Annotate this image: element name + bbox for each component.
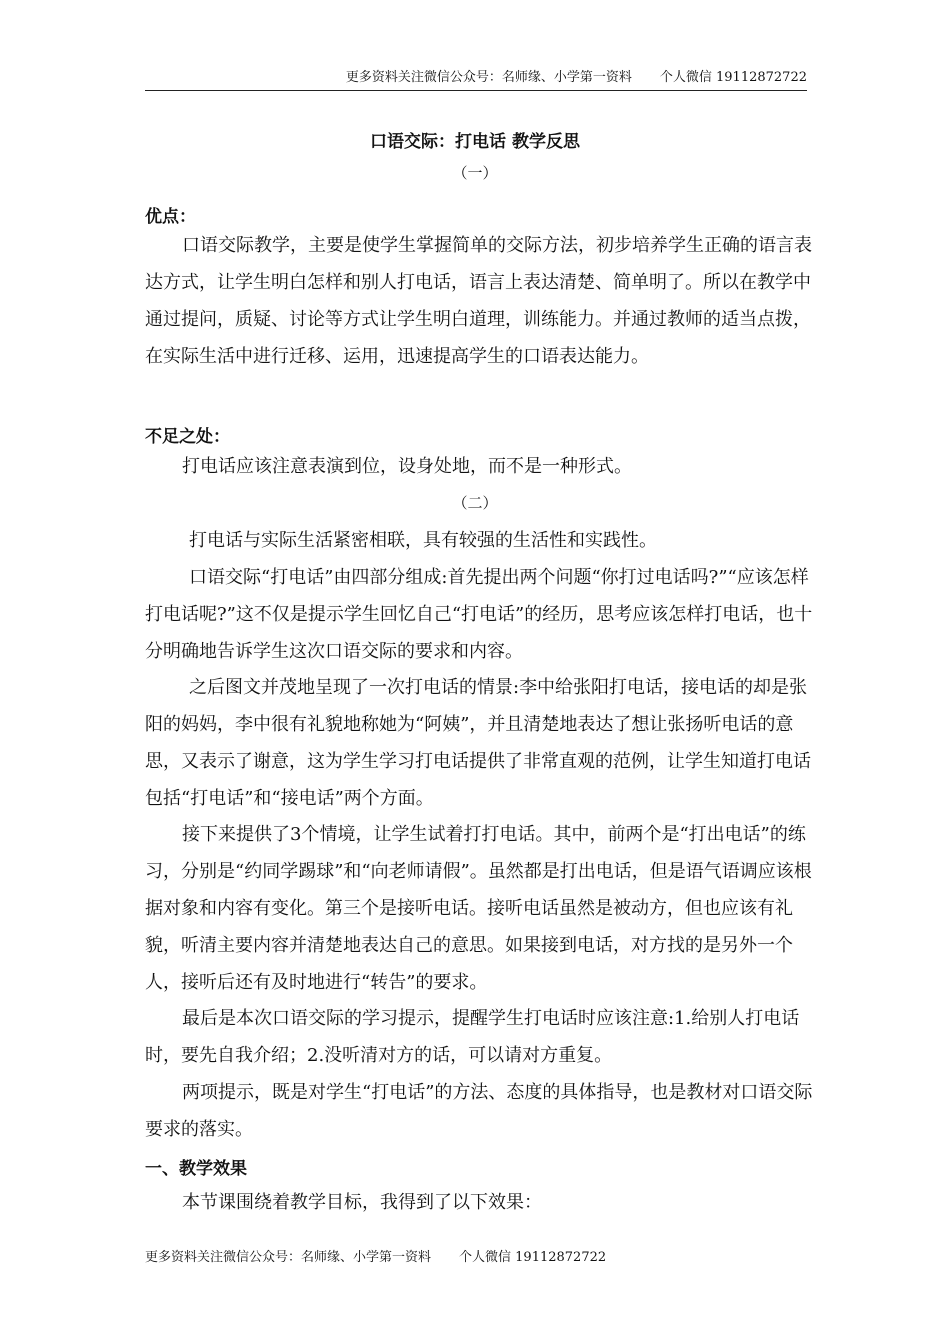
paragraph-3: 之后图文并茂地呈现了一次打电话的情景:李中给张阳打电话，接电话的却是张阳的妈妈，李中很有礼貌地称她为“阿姨”，并且清楚地表达了想让张扬听电话的意思，又表示了谢意，这为学生学习打电话提供了非常直观的范例，让学生知道打电话包括“打电话”和“接电话”两个方面。 [145, 677, 811, 809]
page-header [145, 66, 807, 91]
section-two-label: （二） [452, 494, 498, 512]
paragraph-4: 接下来提供了3个情境，让学生试着打打电话。其中，前两个是“打出电话”的练习，分别是“约同学踢球”和“向老师请假”。虽然都是打出电话，但是语气语调应该根据对象和内容有变化。第三个是接听电话。接听电话虽然是被动方，但也应该有礼貌，听清主要内容并清楚地表达自己的意思。如果接到电话，对方找的是另外一个人，接听后还有及时地进行“转告”的要求。 [145, 824, 812, 993]
teaching-effect-paragraph: 本节课围绕着教学目标，我得到了以下效果： [182, 1192, 542, 1213]
strengths-paragraph: 口语交际教学，主要是使学生掌握简单的交际方法，初步培养学生正确的语言表达方式，让学生明白怎样和别人打电话，语言上表达清楚、简单明了。所以在教学中通过提问，质疑、讨论等方式让学生明白道理，训练能力。并通过教师的适当点拨，在实际生活中进行迁移、运用，迅速提高学生的口语表达能力。 [145, 235, 812, 367]
footer-right-text: 个人微信 19112872722 [459, 1250, 607, 1265]
paragraph-2: 口语交际“打电话”由四部分组成:首先提出两个问题“你打过电话吗?”“应该怎样打电话呢?”这不仅是提示学生回忆自己“打电话”的经历，思考应该怎样打电话，也十分明确地告诉学生这次口语交际的要求和内容。 [145, 567, 813, 662]
header-left-text: 更多资料关注微信公众号：名师缘、小学第一资料 [345, 70, 632, 85]
footer-left-text: 更多资料关注微信公众号：名师缘、小学第一资料 [145, 1250, 432, 1265]
teaching-effect-heading: 一、教学效果 [145, 1159, 247, 1179]
header-right-text: 个人微信 19112872722 [659, 70, 807, 85]
section-one-label: （一） [452, 164, 498, 182]
paragraph-1: 打电话与实际生活紧密相联，具有较强的生活性和实践性。 [189, 530, 657, 551]
weakness-heading: 不足之处： [145, 427, 230, 447]
document-title: 口语交际：打电话 教学反思 [370, 132, 580, 152]
paragraph-5: 最后是本次口语交际的学习提示，提醒学生打电话时应该注意:1.给别人打电话时，要先自我介绍；2.没听清对方的话，可以请对方重复。 [145, 1008, 800, 1066]
paragraph-6: 两项提示，既是对学生“打电话”的方法、态度的具体指导，也是教材对口语交际要求的落实。 [145, 1082, 813, 1140]
weakness-paragraph: 打电话应该注意表演到位，设身处地，而不是一种形式。 [182, 456, 632, 477]
page-footer [145, 1246, 606, 1265]
strengths-heading: 优点： [145, 207, 196, 227]
